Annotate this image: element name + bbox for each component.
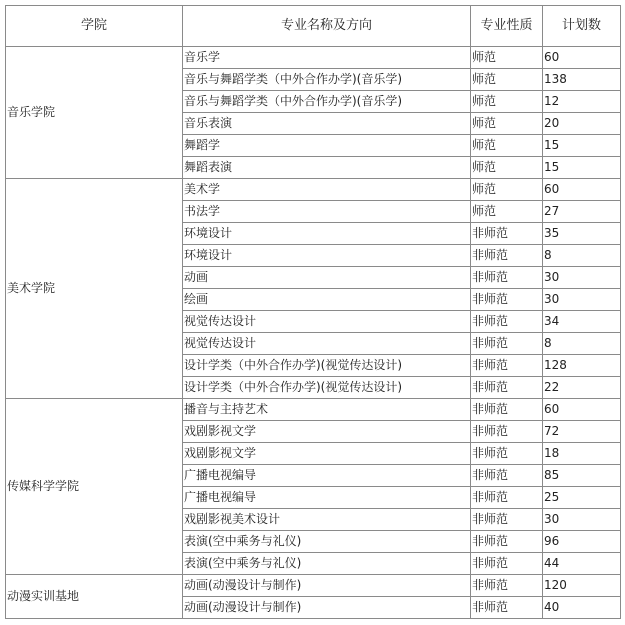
count-cell: 8 [543,245,621,267]
nature-cell: 非师范 [471,399,543,421]
nature-cell: 非师范 [471,333,543,355]
nature-cell: 非师范 [471,245,543,267]
count-cell: 60 [543,399,621,421]
major-cell: 动画(动漫设计与制作) [183,597,471,619]
college-cell: 美术学院 [6,179,183,399]
major-cell: 舞蹈学 [183,135,471,157]
nature-cell: 师范 [471,91,543,113]
major-cell: 表演(空中乘务与礼仪) [183,531,471,553]
count-cell: 40 [543,597,621,619]
count-cell: 12 [543,91,621,113]
nature-cell: 师范 [471,157,543,179]
nature-cell: 师范 [471,135,543,157]
major-cell: 绘画 [183,289,471,311]
nature-cell: 师范 [471,113,543,135]
count-cell: 120 [543,575,621,597]
count-cell: 27 [543,201,621,223]
major-cell: 设计学类（中外合作办学)(视觉传达设计) [183,377,471,399]
nature-cell: 师范 [471,69,543,91]
major-cell: 视觉传达设计 [183,333,471,355]
header-college: 学院 [6,6,183,47]
nature-cell: 非师范 [471,487,543,509]
nature-cell: 非师范 [471,377,543,399]
nature-cell: 非师范 [471,553,543,575]
count-cell: 25 [543,487,621,509]
college-cell: 传媒科学学院 [6,399,183,575]
count-cell: 44 [543,553,621,575]
nature-cell: 非师范 [471,597,543,619]
major-cell: 音乐与舞蹈学类（中外合作办学)(音乐学) [183,69,471,91]
count-cell: 20 [543,113,621,135]
major-cell: 戏剧影视美术设计 [183,509,471,531]
major-cell: 动画(动漫设计与制作) [183,575,471,597]
table-row [6,399,621,421]
nature-cell: 非师范 [471,509,543,531]
count-cell: 22 [543,377,621,399]
major-cell: 舞蹈表演 [183,157,471,179]
table-row [6,179,621,201]
major-cell: 戏剧影视文学 [183,421,471,443]
table-header-row [6,6,621,47]
major-cell: 音乐表演 [183,113,471,135]
enrollment-plan-table [5,5,621,619]
header-count: 计划数 [543,6,621,47]
major-cell: 动画 [183,267,471,289]
count-cell: 72 [543,421,621,443]
count-cell: 60 [543,179,621,201]
nature-cell: 非师范 [471,421,543,443]
nature-cell: 非师范 [471,575,543,597]
major-cell: 音乐学 [183,47,471,69]
count-cell: 35 [543,223,621,245]
count-cell: 34 [543,311,621,333]
count-cell: 15 [543,135,621,157]
major-cell: 广播电视编导 [183,487,471,509]
count-cell: 30 [543,267,621,289]
nature-cell: 师范 [471,201,543,223]
major-cell: 设计学类（中外合作办学)(视觉传达设计) [183,355,471,377]
table-row [6,47,621,69]
count-cell: 15 [543,157,621,179]
count-cell: 85 [543,465,621,487]
count-cell: 138 [543,69,621,91]
major-cell: 播音与主持艺术 [183,399,471,421]
college-cell: 音乐学院 [6,47,183,179]
nature-cell: 非师范 [471,355,543,377]
table-row [6,575,621,597]
count-cell: 96 [543,531,621,553]
nature-cell: 非师范 [471,223,543,245]
nature-cell: 非师范 [471,289,543,311]
nature-cell: 师范 [471,179,543,201]
header-major: 专业名称及方向 [183,6,471,47]
major-cell: 书法学 [183,201,471,223]
major-cell: 环境设计 [183,223,471,245]
header-nature: 专业性质 [471,6,543,47]
count-cell: 18 [543,443,621,465]
major-cell: 美术学 [183,179,471,201]
count-cell: 30 [543,289,621,311]
nature-cell: 非师范 [471,531,543,553]
table-body [6,47,621,619]
major-cell: 音乐与舞蹈学类（中外合作办学)(音乐学) [183,91,471,113]
major-cell: 表演(空中乘务与礼仪) [183,553,471,575]
nature-cell: 非师范 [471,267,543,289]
major-cell: 环境设计 [183,245,471,267]
major-cell: 广播电视编导 [183,465,471,487]
count-cell: 30 [543,509,621,531]
nature-cell: 师范 [471,47,543,69]
major-cell: 视觉传达设计 [183,311,471,333]
count-cell: 128 [543,355,621,377]
nature-cell: 非师范 [471,465,543,487]
major-cell: 戏剧影视文学 [183,443,471,465]
college-cell: 动漫实训基地 [6,575,183,619]
nature-cell: 非师范 [471,443,543,465]
nature-cell: 非师范 [471,311,543,333]
count-cell: 8 [543,333,621,355]
count-cell: 60 [543,47,621,69]
